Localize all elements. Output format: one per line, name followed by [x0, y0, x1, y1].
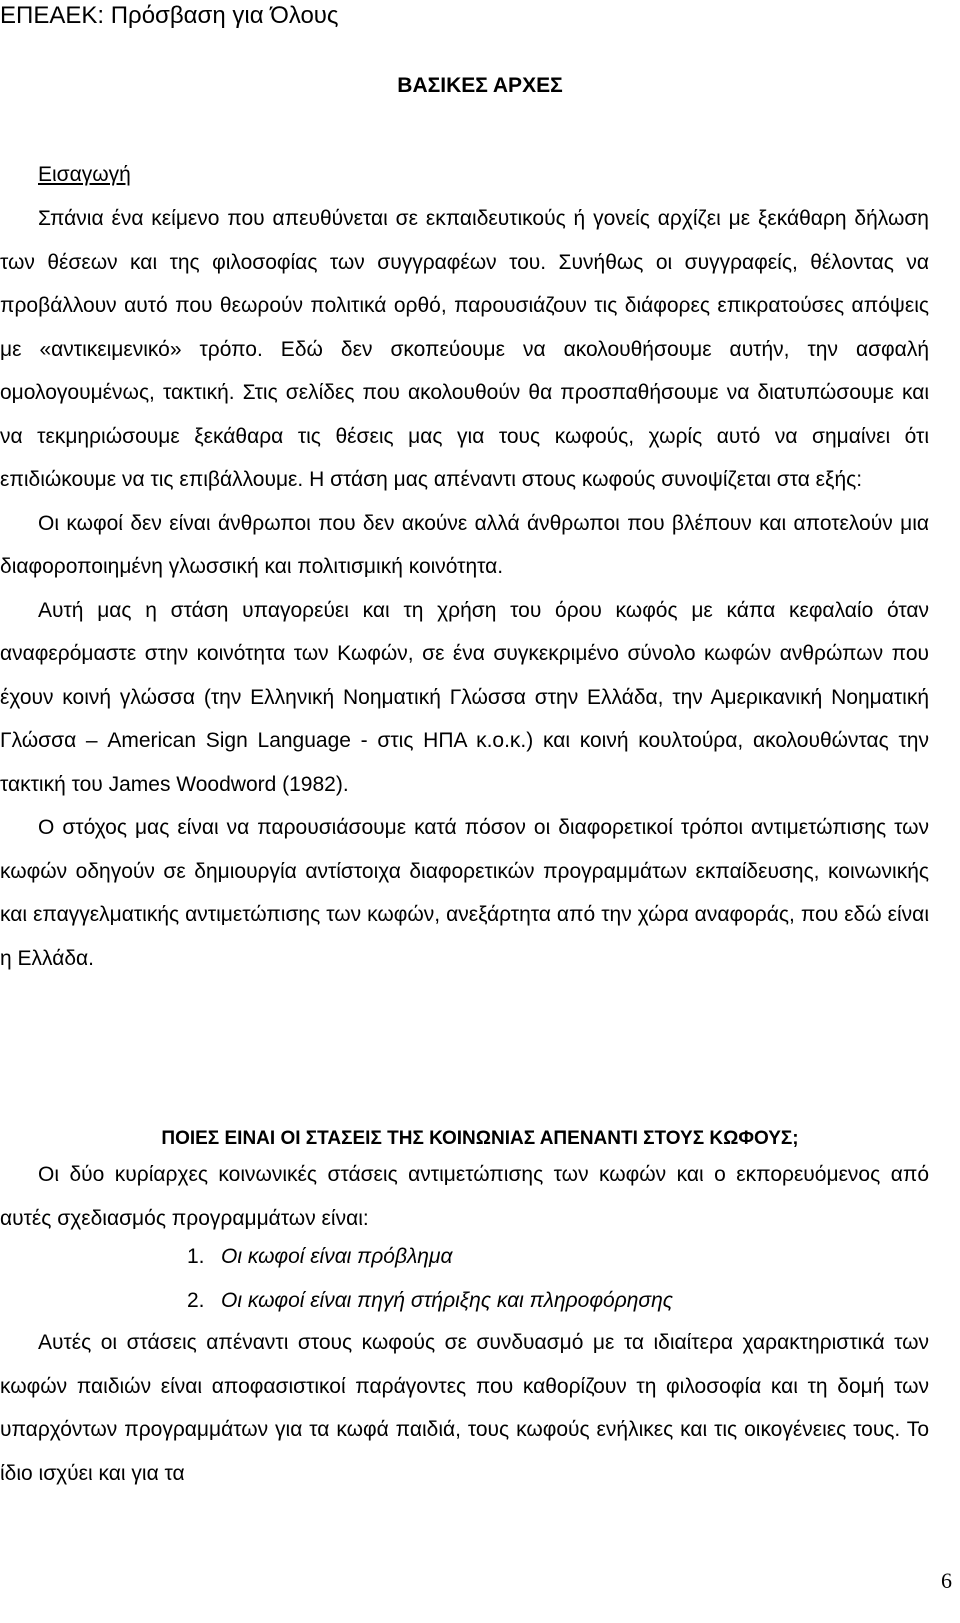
- list-item-text: Οι κωφοί είναι πρόβλημα: [221, 1245, 453, 1268]
- section-lead-paragraph: Οι δύο κυρίαρχες κοινωνικές στάσεις αντιμετώπισης των κωφών και ο εκπορευόμενος από αυτές σχεδιασμός προγραμμάτων είναι:: [0, 1163, 929, 1230]
- intro-paragraph-1: Σπάνια ένα κείμενο που απευθύνεται σε εκπαιδευτικούς ή γονείς αρχίζει με ξεκάθαρη δήλωση των θέσεων και της φιλοσοφίας των συγγραφέων του. Συνήθως οι συγγραφείς, θέλοντας να προβάλλουν αυτό που θεωρούν πολιτικά ορθό, παρουσιάζουν τις διάφορες επικρατούσες απόψεις με «αντικειμενικό» τρόπο. Εδώ δεν σκοπεύουμε να ακολουθήσουμε αυτήν, την ασφαλή ομολογουμένως, τακτική. Στις σελίδες που ακολουθούν θα προσπαθήσουμε να διατυπώσουμε και να τεκμηριώσουμε ξεκάθαρα τις θέσεις μας για τους κωφούς, χωρίς αυτό να σημαίνει ότι επιδιώκουμε να τις επιβάλλουμε. Η στάση μας απέναντι στους κωφούς συνοψίζεται στα εξής:: [0, 207, 929, 491]
- section-heading: ΠΟΙΕΣ ΕΙΝΑΙ ΟΙ ΣΤΑΣΕΙΣ ΤΗΣ ΚΟΙΝΩΝΙΑΣ ΑΠΕΝΑΝΤΙ ΣΤΟΥΣ ΚΩΦΟΥΣ;: [161, 1128, 799, 1149]
- list-item-number: 2.: [187, 1289, 205, 1312]
- intro-paragraph-4: Ο στόχος μας είναι να παρουσιάσουμε κατά πόσον οι διαφορετικοί τρόποι αντιμετώπισης των κωφών οδηγούν σε δημιουργία αντίστοιχα διαφορετικών προγραμμάτων εκπαίδευσης, κοινωνικής και επαγγελματικής αντιμετώπισης των κωφών, ανεξάρτητα από την χώρα αναφοράς, που εδώ είναι η Ελλάδα.: [0, 816, 929, 970]
- list-item-number: 1.: [187, 1245, 205, 1268]
- section-lead: [0, 1153, 929, 1240]
- page-number: 6: [941, 1568, 952, 1593]
- intro-paragraph-2: Οι κωφοί δεν είναι άνθρωποι που δεν ακούνε αλλά άνθρωποι που βλέπουν και αποτελούν μια διαφοροποιημένη γλωσσική και πολιτισμική κοινότητα.: [0, 511, 929, 578]
- list-item-text: Οι κωφοί είναι πηγή στήριξης και πληροφόρησης: [221, 1289, 673, 1312]
- intro-body: [0, 197, 929, 980]
- list-item: [187, 1287, 673, 1315]
- intro-heading: Εισαγωγή: [38, 163, 131, 186]
- list-item: [187, 1243, 452, 1271]
- document-title: ΒΑΣΙΚΕΣ ΑΡΧΕΣ: [397, 74, 563, 97]
- section-closing: [0, 1321, 929, 1495]
- section-closing-paragraph: Αυτές οι στάσεις απέναντι στους κωφούς σε συνδυασμό με τα ιδιαίτερα χαρακτηριστικά των κωφών παιδιών είναι αποφασιστικοί παράγοντες που καθορίζουν τη φιλοσοφία και τη δομή των υπαρχόντων προγραμμάτων για τα κωφά παιδιά, τους κωφούς ενήλικες και τις οικογένειες τους. Το ίδιο ισχύει και για τα: [0, 1331, 929, 1485]
- page-header: ΕΠΕΑΕΚ: Πρόσβαση για Όλους: [0, 2, 339, 29]
- intro-paragraph-3: Αυτή μας η στάση υπαγορεύει και τη χρήση του όρου κωφός με κάπα κεφαλαίο όταν αναφερόμαστε στην κοινότητα των Κωφών, σε ένα συγκεκριμένο σύνολο κωφών ανθρώπων που έχουν κοινή γλώσσα (την Ελληνική Νοηματική Γλώσσα στην Ελλάδα, την Αμερικανική Νοηματική Γλώσσα – American Sign Language - στις ΗΠΑ κ.ο.κ.) και κοινή κουλτούρα, ακολουθώντας την τακτική του James Woodword (1982).: [0, 598, 929, 796]
